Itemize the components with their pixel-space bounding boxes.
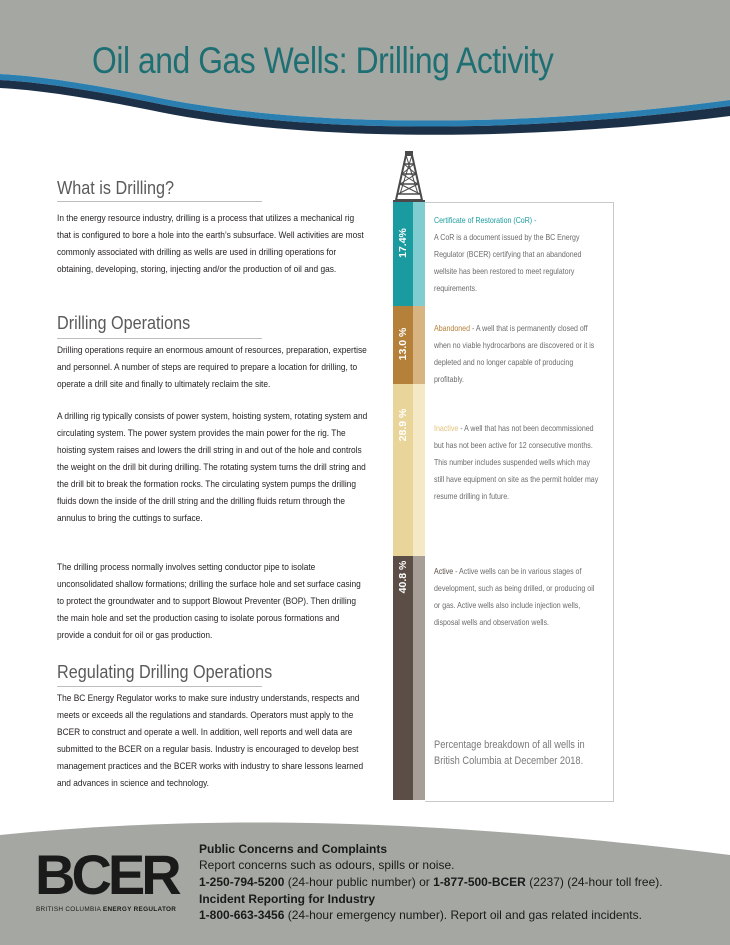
- public-phone[interactable]: 1-250-794-5200: [199, 875, 285, 889]
- legend-separator: -: [470, 323, 476, 333]
- industry-note: (24-hour emergency number). Report oil and gas related incidents.: [284, 908, 642, 922]
- what-is-drilling-text: In the energy resource industry, drilling is a process that utilizes a mechanical rig that is configured to bore a hole into the earth’s subsurface. Well activities are most commonly associated with drilling as wells are used in drilling operations for obtaining, developing, storing, injecting and/or the production of oil and gas.: [57, 212, 364, 274]
- drilling-rig-icon: [392, 150, 426, 204]
- industry-heading-text: Incident Reporting for Industry: [199, 892, 375, 906]
- legend-item-inactive: [434, 420, 602, 505]
- legend-term: Certificate of Restoration (CoR): [434, 215, 533, 225]
- page-title: Oil and Gas Wells: Drilling Activity: [92, 40, 554, 81]
- logo-sub-plain: BRITISH COLUMBIA: [36, 906, 103, 913]
- heading-rule: [57, 686, 262, 687]
- heading-rule: [57, 201, 262, 202]
- heading-regulating: Regulating Drilling Operations: [57, 662, 273, 682]
- public-concerns-text: Report concerns such as odours, spills or noise.: [199, 858, 455, 872]
- public-phone-note: (24-hour public number) or: [284, 875, 434, 889]
- bar-label-2: 28.9 %: [397, 408, 409, 441]
- legend-description: A CoR is a document issued by the BC Energy Regulator (BCER) certifying that an abandoned wellsite has been restored to meet regulatory requirements.: [434, 232, 582, 293]
- heading-what-is-drilling: What is Drilling?: [57, 178, 175, 198]
- drilling-operations-p1: Drilling operations require an enormous amount of resources, preparation, expertise and personnel. A number of steps are required to prepare a location for drilling, to operate a drill site and finally to ultimately reclaim the site.: [57, 344, 367, 389]
- industry-phone-line: [199, 908, 642, 922]
- public-phone-line: [199, 875, 663, 889]
- bar-label-1: 13.0 %: [397, 327, 409, 361]
- industry-heading: [199, 892, 375, 906]
- public-concerns-heading: [199, 842, 387, 856]
- bar-segment-light-2: [413, 384, 425, 557]
- page-header: [0, 0, 730, 140]
- bar-segment-light-3: [413, 556, 425, 800]
- legend-term: Abandoned: [434, 323, 471, 333]
- drilling-operations-p3: The drilling process normally involves setting conductor pipe to isolate unconsolidated shallow formations; drilling the surface hole and set surface casing to protect the groundwater and to support Blowout Preventer (BOP). Then drilling the main hole and set the production casing to isolate porous formations and provide a conduit for oil or gas production.: [57, 561, 361, 640]
- bar-segment-light-1: [413, 306, 425, 384]
- bar-segment-light-0: [413, 202, 425, 306]
- legend-item-cor: [434, 212, 602, 297]
- heading-rule: [57, 338, 262, 339]
- bar-label-3: 40.8 %: [397, 560, 409, 594]
- regulating-text: The BC Energy Regulator works to make sure industry understands, respects and meets or exceeds all the regulations and standards. Operators must apply to the BCER to construct and operate a well. In addition, well reports and well data are submitted to the BCER on a regular basis. Industry is encouraged to develop best management practices and the BCER works with industry to share lessons learned and advances in science and technology.: [57, 692, 364, 788]
- legend-term: Active: [434, 566, 454, 576]
- heading-drilling-operations: Drilling Operations: [57, 313, 191, 333]
- legend-description: A well that has not been decommissioned but has not been active for 12 consecutive months. This number includes suspended wells which may still have equipment on site as the permit holder may resume drilling in future.: [434, 423, 599, 501]
- industry-phone[interactable]: 1-800-663-3456: [199, 908, 285, 922]
- legend-separator: -: [532, 215, 537, 225]
- chart-caption: Percentage breakdown of all wells in British Columbia at December 2018.: [434, 739, 585, 767]
- logo-sub-bold: ENERGY REGULATOR: [102, 906, 177, 913]
- legend-description: A well that is permanently closed off when no viable hydrocarbons are discovered or it is depleted and no longer capable of producing profitably.: [434, 323, 595, 384]
- legend-item-active: [434, 563, 602, 631]
- legend-term: Inactive: [434, 423, 459, 433]
- legend-separator: -: [453, 566, 460, 576]
- legend-separator: -: [458, 423, 465, 433]
- drilling-operations-p2: A drilling rig typically consists of power system, hoisting system, rotating system and circulating system. The power system provides the main power for the rig. The hoisting system raises and lowers the drill string in and out of the hole and controls the weight on the drill bit during drilling. The rotating system turns the drill string and the drill bit to break the formation rocks. The circulating system pumps the drilling fluids down the inside of the drill string and the drilling fluids return through the annulus to bring the cuttings to surface.: [57, 410, 368, 523]
- legend-item-abandoned: [434, 320, 602, 388]
- legend-description: Active wells can be in various stages of development, such as being drilled, or producing oil or gas. Active wells also include injection wells, disposal wells and observation wells.: [434, 566, 595, 627]
- public-heading-text: Public Concerns and Complaints: [199, 842, 388, 856]
- bcer-logo: BCER: [35, 843, 178, 906]
- public-tollfree[interactable]: 1-877-500-BCER: [433, 875, 526, 889]
- bar-label-0: 17.4%: [397, 228, 409, 258]
- public-tollfree-note: (2237) (24-hour toll free).: [525, 875, 663, 889]
- bcer-logo-subtitle: [36, 906, 176, 913]
